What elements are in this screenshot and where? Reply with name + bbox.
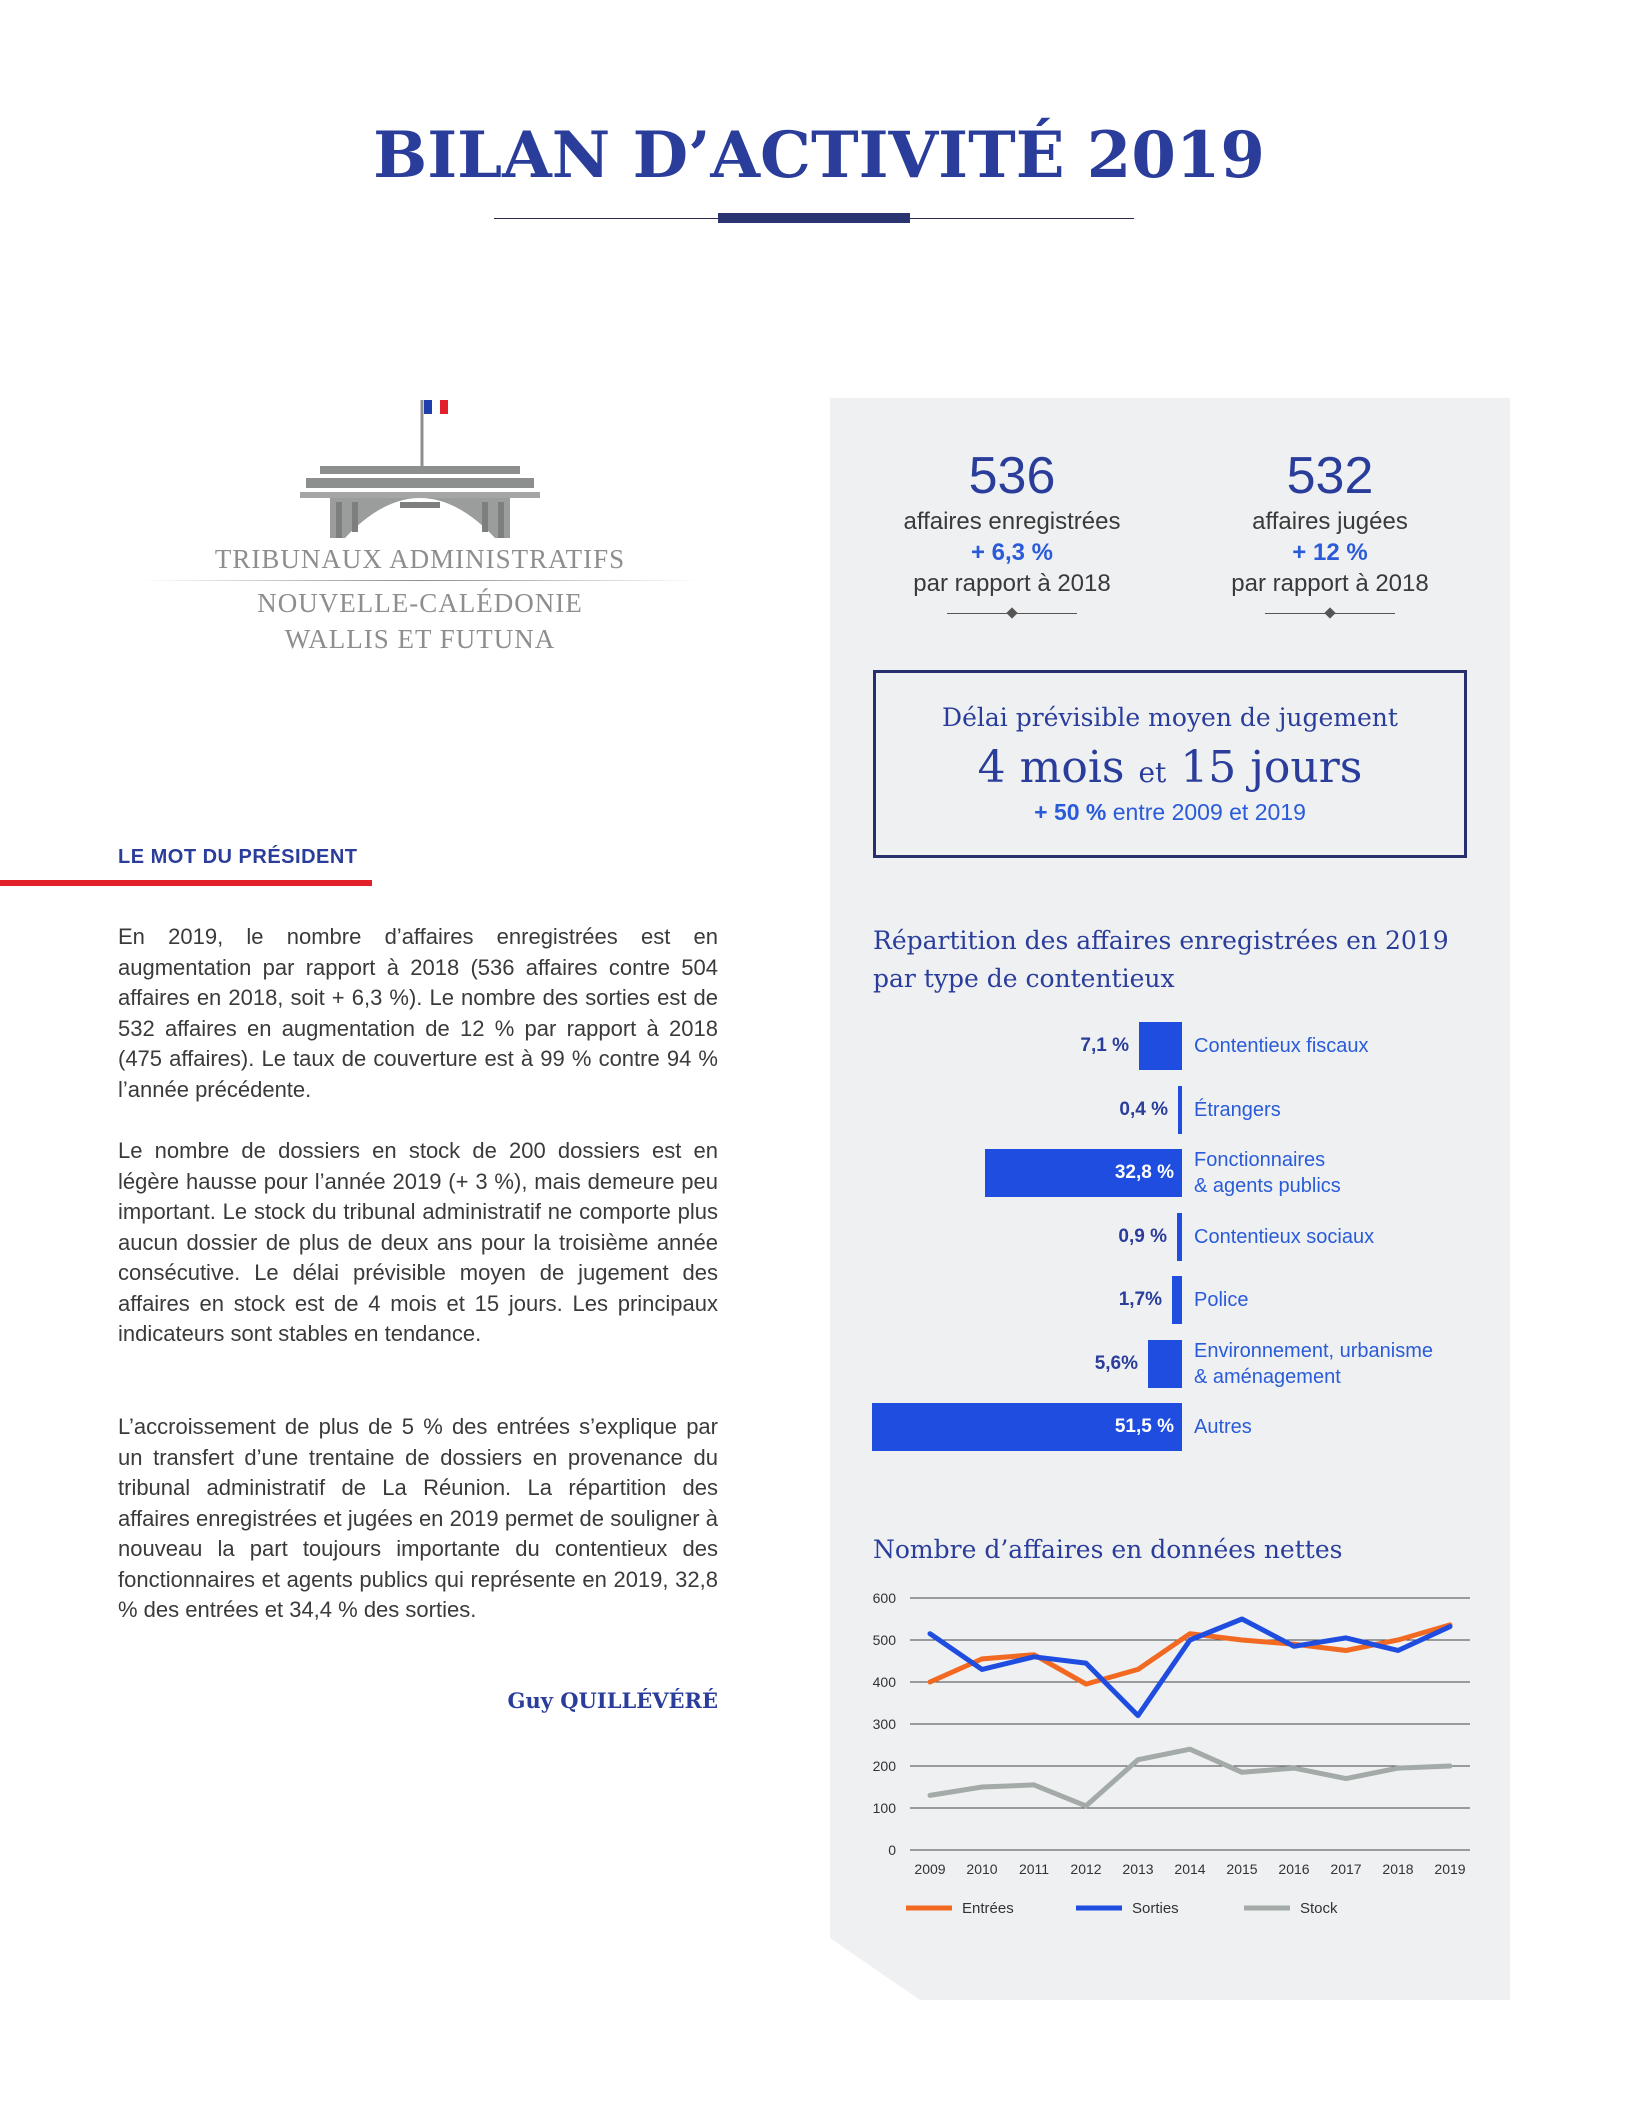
kpi-judged-label: affaires jugées: [1252, 508, 1408, 535]
bar-chart-title-line-1: Répartition des affaires enregistrées en 2019: [873, 926, 1449, 955]
y-tick-label: 0: [888, 1842, 896, 1858]
kpi-registered-divider: [947, 613, 1077, 614]
x-tick-label: 2017: [1330, 1861, 1362, 1877]
delay-connector: et: [1138, 756, 1167, 789]
section-heading: LE MOT DU PRÉSIDENT: [118, 846, 358, 868]
delay-note: [876, 799, 1464, 826]
delay-value: [876, 742, 1464, 799]
bar-value-label: 1,7%: [1118, 1289, 1162, 1310]
kpi-registered-label: affaires enregistrées: [903, 508, 1121, 535]
kpi-registered-delta: + 6,3 %: [970, 539, 1054, 566]
judgment-delay-box: [873, 670, 1467, 858]
line-chart-title: Nombre d’affaires en données nettes: [873, 1535, 1343, 1564]
legend-label: Entrées: [962, 1900, 1014, 1917]
bar-value-label: 32,8 %: [1114, 1162, 1174, 1183]
x-tick-label: 2009: [914, 1861, 946, 1877]
x-tick-label: 2015: [1226, 1861, 1258, 1877]
court-building-icon: [140, 398, 700, 568]
bar: [1172, 1276, 1182, 1324]
bar-category-label: [1194, 1224, 1374, 1250]
delay-delta-note: entre 2009 et 2019: [1112, 799, 1306, 825]
kpi-registered: [862, 446, 1162, 614]
delay-title: Délai prévisible moyen de jugement: [942, 703, 1398, 732]
x-tick-label: 2012: [1070, 1861, 1102, 1877]
bar-category-label-line: Contentieux sociaux: [1194, 1225, 1375, 1248]
bar-category-label-line: Contentieux fiscaux: [1194, 1035, 1369, 1057]
bar-category-label: [1194, 1287, 1248, 1313]
logo-line-2: NOUVELLE-CALÉDONIE: [257, 588, 583, 618]
kpi-judged-value: 532: [1286, 447, 1374, 505]
page-title: BILAN D’ACTIVITÉ 2019: [373, 118, 1265, 193]
bar-value-label: 5,6%: [1094, 1352, 1138, 1374]
president-paragraph-1: En 2019, le nombre d’affaires enregistrées est en augmentation par rapport à 2018 (536 affaires contre 504 affaires en 2018, soit + 6,3 %). Le nombre des sorties est de 532 affaires en augmentation de 12 % par rapport à 2018 (475 affaires). Le taux de couverture est à 99 % contre 94 % l’année précédente.: [118, 924, 718, 1102]
bar-chart-title-line-2: par type de contentieux: [873, 964, 1175, 993]
logo-divider: [140, 580, 700, 581]
bar-category-label: [1194, 1033, 1369, 1059]
legend-label: Sorties: [1132, 1900, 1179, 1917]
x-tick-label: 2018: [1382, 1861, 1414, 1877]
bar-category-label-line: & agents publics: [1194, 1175, 1341, 1197]
court-logo: [140, 398, 700, 668]
x-tick-label: 2011: [1018, 1861, 1050, 1877]
bar-value-label: 7,1 %: [1080, 1035, 1129, 1056]
y-tick-label: 600: [872, 1590, 896, 1606]
delay-months: 4 mois: [977, 742, 1125, 793]
bar-category-label-line: & aménagement: [1194, 1365, 1341, 1388]
bar-category-label-line: Fonctionnaires: [1194, 1149, 1326, 1171]
bar: [1177, 1213, 1182, 1261]
president-paragraph-3: L’accroissement de plus de 5 % des entrées s’explique par un transfert d’une trentaine de dossiers en provenance du tribunal administratif de La Réunion. La répartition des affaires enregistrées et jugées en 2019 permet de souligner à nouveau la part toujours importante du contentieux des fonctionnaires et agents publics qui représente en 2019, 32,8 % des entrées et 34,4 % des sorties.: [118, 1414, 718, 1622]
bar-category-label: [1194, 1414, 1252, 1440]
x-tick-label: 2010: [966, 1861, 998, 1877]
bar-category-label: [1194, 1338, 1433, 1390]
x-tick-label: 2013: [1122, 1861, 1154, 1877]
legend-label: Stock: [1300, 1900, 1338, 1917]
y-tick-label: 400: [872, 1674, 896, 1690]
kpi-judged-ref: par rapport à 2018: [1231, 570, 1429, 597]
signature: Guy QUILLÉVÉRÉ: [507, 1688, 718, 1713]
y-tick-label: 100: [872, 1800, 896, 1816]
bar-chart: [862, 1022, 1482, 1472]
series-line-stock: [930, 1749, 1450, 1806]
bar-category-label-line: Autres: [1194, 1416, 1252, 1438]
logo-line-3: WALLIS ET FUTUNA: [284, 624, 556, 654]
y-tick-label: 300: [872, 1716, 896, 1732]
president-paragraph-2: Le nombre de dossiers en stock de 200 dossiers est en légère hausse pour l’année 2019 (+ 3 %), mais demeure peu important. Le stock du tribunal administratif ne comporte plus aucun dossier de plus de deux ans pour la troisième année consécutive. Le délai prévisible moyen de jugement des affaires en stock est de 4 mois et 15 jours. Les principaux indicateurs sont stables en tendance.: [118, 1138, 718, 1346]
y-tick-label: 500: [872, 1632, 896, 1648]
bar: [1178, 1086, 1182, 1134]
kpi-registered-ref: par rapport à 2018: [913, 570, 1111, 597]
bar-category-label: [1194, 1147, 1341, 1199]
kpi-judged-divider: [1265, 613, 1395, 614]
delay-delta: + 50 %: [1034, 799, 1107, 825]
title-rule-accent: [718, 213, 910, 223]
bar-value-label: 0,9 %: [1118, 1225, 1167, 1247]
x-tick-label: 2014: [1174, 1861, 1206, 1877]
series-line-entrées: [930, 1625, 1450, 1684]
bar-chart-title: [873, 922, 1449, 998]
bar-category-label: [1194, 1097, 1281, 1123]
bar-category-label-line: Environnement, urbanisme: [1194, 1339, 1434, 1362]
x-tick-label: 2019: [1434, 1861, 1466, 1877]
bar-value-label: 0,4 %: [1119, 1098, 1168, 1120]
bar: [1139, 1022, 1182, 1070]
bar-value-label: 51,5 %: [1114, 1416, 1174, 1437]
kpi-registered-value: 536: [968, 447, 1056, 505]
bar: [1148, 1340, 1182, 1388]
section-underline: [0, 880, 372, 886]
kpi-judged: [1180, 446, 1480, 614]
delay-days: 15 jours: [1180, 742, 1363, 793]
line-chart: [862, 1578, 1482, 1918]
bar-category-label-line: Police: [1194, 1289, 1249, 1311]
kpi-judged-delta: + 12 %: [1292, 539, 1368, 566]
logo-line-1: TRIBUNAUX ADMINISTRATIFS: [214, 544, 626, 574]
x-tick-label: 2016: [1278, 1861, 1310, 1877]
bar-category-label-line: Étrangers: [1194, 1098, 1281, 1121]
y-tick-label: 200: [872, 1758, 896, 1774]
